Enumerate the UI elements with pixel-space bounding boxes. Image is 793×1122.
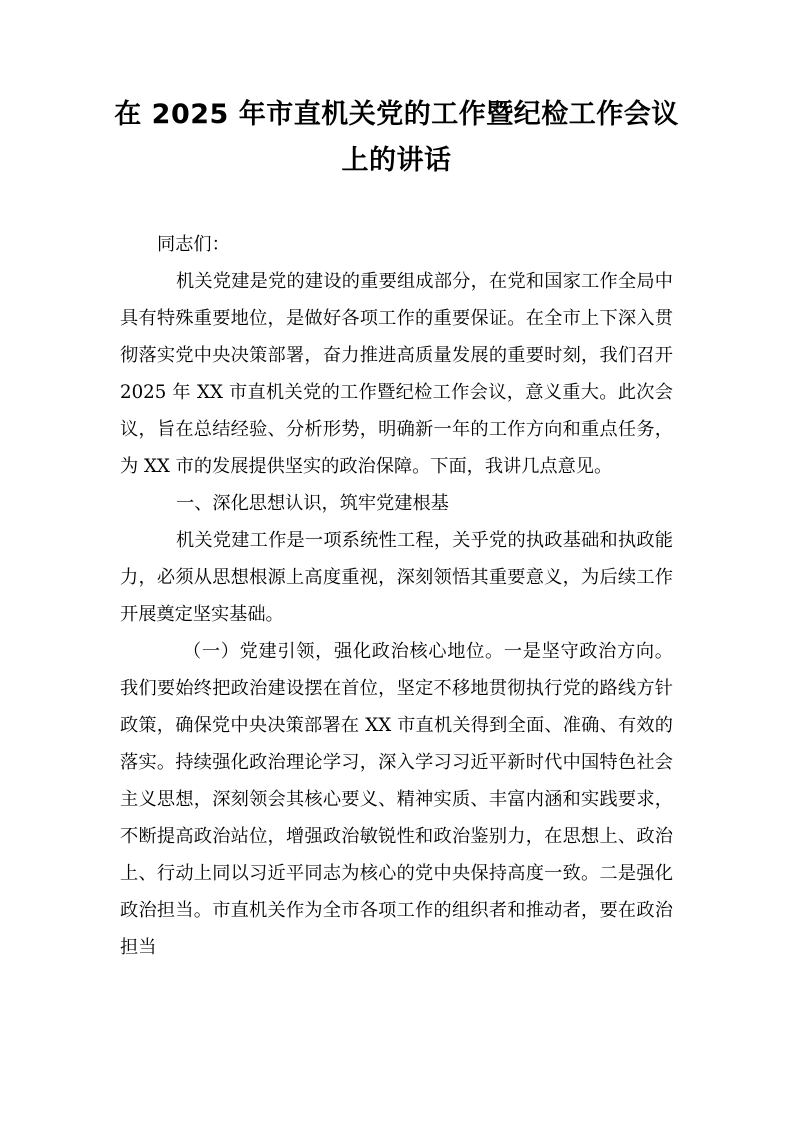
document-title: 在 2025 年市直机关党的工作暨纪检工作会议上的讲话 <box>114 99 679 176</box>
body-paragraph-subsection-one: （一）党建引领，强化政治核心地位。一是坚守政治方向。我们要始终把政治建设摆在首位，坚定不移地贯彻执行党的路线方针政策，确保党中央决策部署在 XX 市直机关得到全面、准确、有效的落实。持续强化政治理论学习，深入学习习近平新时代中国特色社会主义思想，深刻领会其核心要义、精神实质、丰富内涵和实践要求，不断提高政治站位，增强政治敏锐性和政治鉴别力，在思想上、政治上、行动上同以习近平同志为核心的党中央保持高度一致。二是强化政治担当。市直机关作为全市各项工作的组织者和推动者，要在政治担当 <box>120 641 673 958</box>
section-heading-one: 一、深化思想认识，筑牢党建根基 <box>176 493 449 514</box>
salutation: 同志们： <box>157 234 230 255</box>
document-body <box>120 226 673 966</box>
body-paragraph-intro: 机关党建是党的建设的重要组成部分，在党和国家工作全局中具有特殊重要地位，是做好各项工作的重要保证。在全市上下深入贯彻落实党中央决策部署，奋力推进高质量发展的重要时刻，我们召开 2025 年 XX 市直机关党的工作暨纪检工作会议，意义重大。此次会议，旨在总结经验、分析形势，明确新一年的工作方向和重点任务，为 XX 市的发展提供坚实的政治保障。下面，我讲几点意见。 <box>120 271 673 477</box>
body-paragraph-section-one: 机关党建工作是一项系统性工程，关乎党的执政基础和执政能力，必须从思想根源上高度重视，深刻领悟其重要意义，为后续工作开展奠定坚实基础。 <box>120 530 673 625</box>
